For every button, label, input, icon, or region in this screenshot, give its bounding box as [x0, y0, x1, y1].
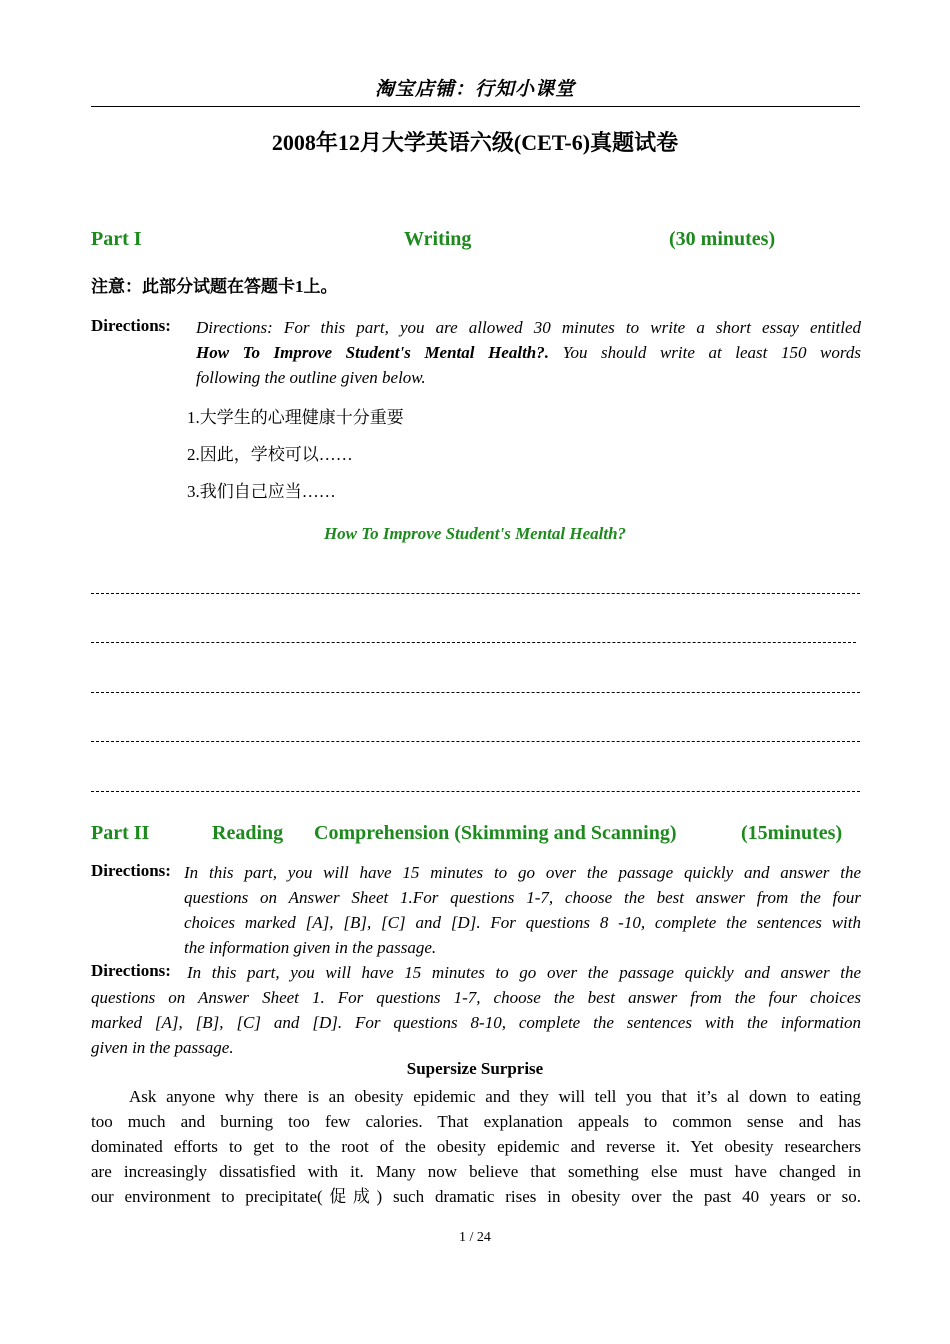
part2-time: (15minutes) — [741, 822, 843, 844]
outline-item-2: 2.因此，学校可以…… — [187, 445, 353, 464]
outline-item-3: 3.我们自己应当…… — [187, 482, 336, 501]
part2-directions2-line-4: given in the passage. — [91, 1038, 234, 1057]
part2-directions1-line-1: In this part, you will have 15 minutes to go over the passage quickly and answer the — [184, 863, 861, 882]
part1-name: Writing — [404, 228, 472, 250]
writing-line-5 — [91, 791, 860, 792]
part2-directions2-label: Directions: — [91, 961, 171, 980]
writing-line-3 — [91, 692, 860, 693]
part1-time: (30 minutes) — [669, 228, 776, 250]
writing-line-1 — [91, 593, 860, 594]
passage-line-3: dominated efforts to get to the root of the obesity epidemic and reverse it. Yet obesity researchers — [91, 1137, 861, 1156]
part1-note: 注意：此部分试题在答题卡1上。 — [91, 277, 338, 296]
part2-directions1-line-4: the information given in the passage. — [184, 938, 437, 957]
essay-title-inline: How To Improve Student's Mental Health?. — [196, 343, 549, 362]
part2-section: Comprehension (Skimming and Scanning) — [314, 822, 677, 844]
part2-directions2-line-1: In this part, you will have 15 minutes to go over the passage quickly and answer the — [187, 963, 861, 982]
essay-title: How To Improve Student's Mental Health? — [323, 524, 627, 543]
page-title: 2008年12月大学英语六级(CET-6)真题试卷 — [271, 130, 679, 155]
part1-directions-line-1: Directions: For this part, you are allowed 30 minutes to write a short essay entitled — [196, 318, 861, 337]
part1-directions-line-2: How To Improve Student's Mental Health?. You should write at least 150 words — [196, 343, 861, 362]
writing-line-4 — [91, 741, 860, 742]
part2-directions2-line-2: questions on Answer Sheet 1. For questions 1-7, choose the best answer from the four choices — [91, 988, 861, 1007]
part1-directions-label: Directions: — [91, 316, 171, 335]
passage-line-1: Ask anyone why there is an obesity epidemic and they will tell you that it’s al down to eating — [129, 1087, 861, 1106]
part2-label: Part II — [91, 822, 150, 844]
part2-directions1-label: Directions: — [91, 861, 171, 880]
part1-label: Part I — [91, 228, 142, 250]
part2-name: Reading — [212, 822, 284, 844]
part2-directions1-line-2: questions on Answer Sheet 1.For questions 1-7, choose the best answer from the four — [184, 888, 861, 907]
passage-line-5: our environment to precipitate(促成) such dramatic rises in obesity over the past 40 years or so. — [91, 1187, 861, 1206]
part2-directions1-line-3: choices marked [A], [B], [C] and [D]. For questions 8 -10, complete the sentences with — [184, 913, 861, 932]
part1-directions-line-3: following the outline given below. — [196, 368, 426, 387]
writing-line-2 — [91, 642, 856, 643]
outline-item-1: 1.大学生的心理健康十分重要 — [187, 408, 404, 427]
part2-directions2-line-3: marked [A], [B], [C] and [D]. For questions 8-10, complete the sentences with the information — [91, 1013, 861, 1032]
page-number: 1 / 24 — [459, 1230, 491, 1245]
shop-header: 淘宝店铺：行知小课堂 — [374, 78, 575, 100]
passage-title: Supersize Surprise — [406, 1059, 544, 1078]
passage-line-2: too much and burning too few calories. That explanation appeals to common sense and has — [91, 1112, 861, 1131]
header-rule — [91, 106, 860, 107]
passage-line-4: are increasingly dissatisfied with it. Many now believe that something else must have changed in — [91, 1162, 861, 1181]
